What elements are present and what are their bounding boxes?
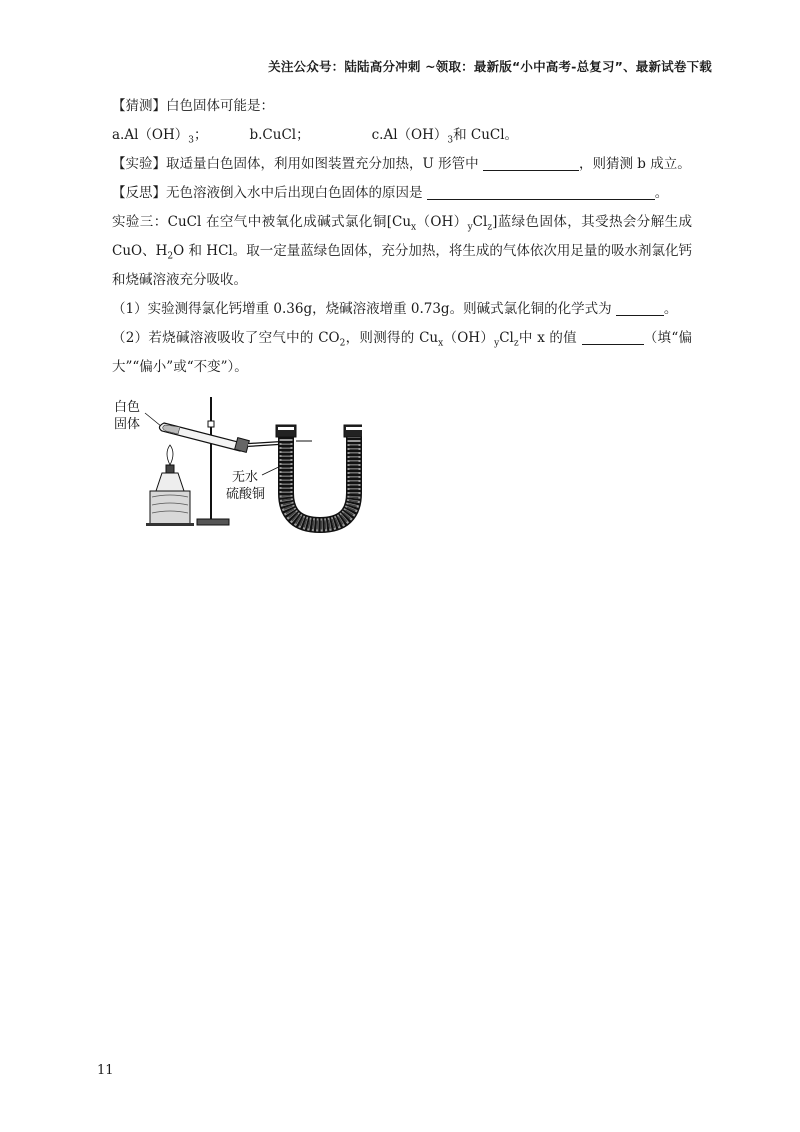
guess-label: 【猜测】 [112,98,166,114]
experiment-text-end: ，则猜测 b 成立。 [578,156,691,172]
reflection-label: 【反思】 [112,185,166,201]
answer-blank-experiment[interactable] [483,156,579,171]
apparatus-figure [112,393,362,538]
label-white-solid-1: 白色 [114,400,141,415]
reflection-text-end: 。 [654,185,669,201]
guess-text: 白色固体可能是： [166,98,274,114]
experiment-text: 取适量白色固体，利用如图装置充分加热，U 形管中 [166,156,479,172]
label-cuso4-2: 硫酸铜 [226,487,266,502]
guess-heading [112,96,692,116]
test-tube [159,423,249,452]
page-header: 关注公众号：陆陆高分冲刺 ~领取：最新版“小中高考-总复习”、最新试卷下载 [268,59,712,74]
option-c: $c.Al(OH)_3$和 CuCl。 [371,127,519,146]
u-tube [276,425,362,525]
iron-stand [197,397,229,525]
alcohol-lamp [146,445,194,526]
question-1: （1）实验测得氯化钙增重 0.36g，烧碱溶液增重 0.73g。则碱式氯化铜的化学式为 。 [112,301,678,317]
exp3-line-1: 实验三：CuCl 在空气中被氧化成碱式氯化铜$[Cu_x(OH)_yCl_z]$蓝绿色固体，其受热会分解生成 [112,214,692,233]
exp3-line-3: 和烧碱溶液充分吸收。 [112,272,247,288]
reflection-text: 无色溶液倒入水中后出现白色固体的原因是 [166,185,423,201]
option-b: b.CuCl； [249,127,310,143]
answer-blank-q1[interactable] [616,301,664,316]
guess-options [112,125,692,145]
option-a: $a.Al(OH)_3$； [112,127,208,146]
exp3-line-2: CuO、$H_2O$ 和 HCl。取一定量蓝绿色固体，充分加热，将生成的气体依次用足量的吸水剂氯化钙 [112,243,692,262]
page-number: 11 [97,1063,114,1078]
experiment-line [112,154,692,174]
question-body [112,96,692,386]
label-white-solid-2: 固体 [114,417,141,432]
answer-blank-q2[interactable] [582,330,644,345]
answer-blank-reflection[interactable] [427,185,655,200]
label-cuso4-1: 无水 [232,470,259,485]
reflection-line [112,183,692,203]
question-2-line-2: 大”“偏小”或“不变”）。 [112,359,248,375]
question-2-line-1: （2）若烧碱溶液吸收了空气中的 $CO_2$，则测得的 $Cu_x(OH)_yCl_z$中 x 的值 （填“偏 [112,330,693,349]
experiment-label: 【实验】 [112,156,166,172]
